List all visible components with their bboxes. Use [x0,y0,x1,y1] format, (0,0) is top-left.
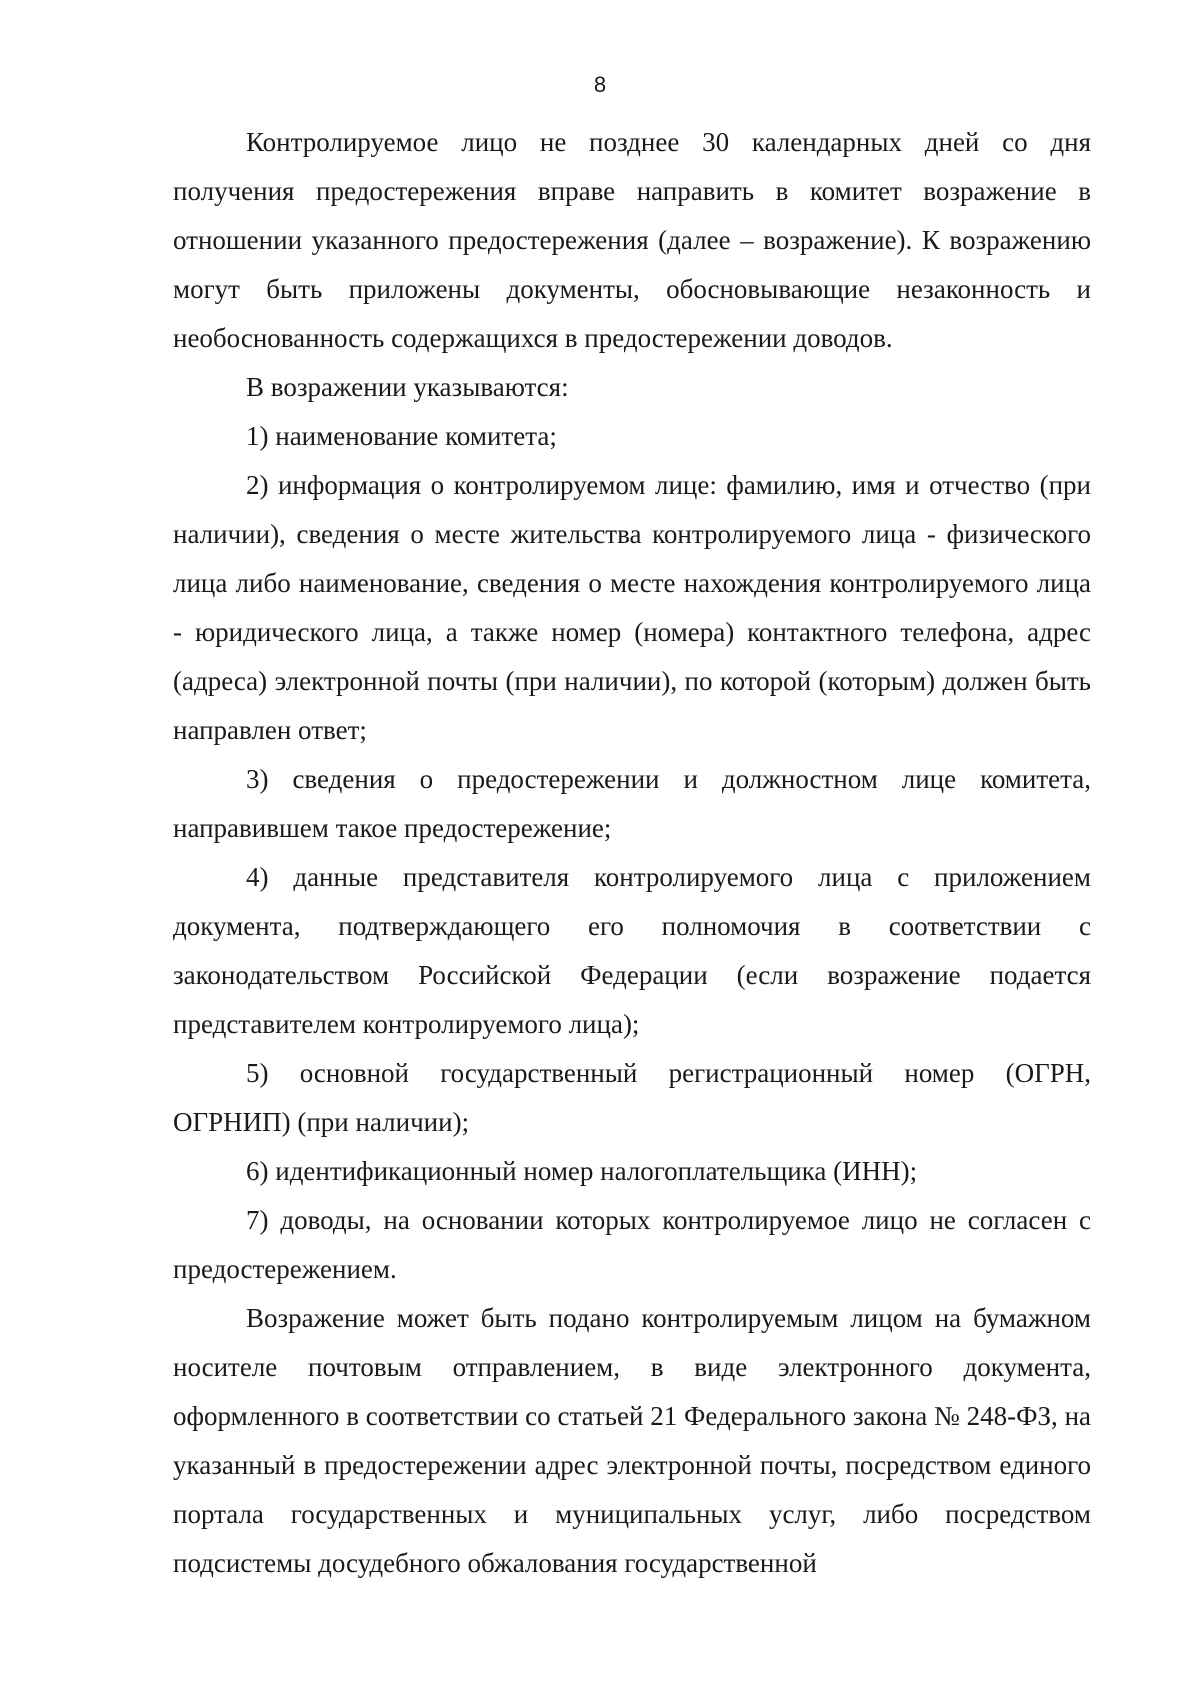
list-item-5: 5) основной государственный регистрационный номер (ОГРН, ОГРНИП) (при наличии); [173,1058,1091,1137]
page-number: 8 [593,72,607,97]
list-item-6: 6) идентификационный номер налогоплательщика (ИНН); [246,1156,918,1186]
paragraph-objection-contents-intro: В возражении указываются: [246,372,569,402]
list-item-1: 1) наименование комитета; [246,421,557,451]
paragraph-submission-methods: Возражение может быть подано контролируемым лицом на бумажном носителе почтовым отправлением, в виде электронного документа, оформленного в соответствии со статьей 21 Федерального закона № 248-ФЗ, на указанный в предостережении адрес электронной почты, посредством единого портала государственных и муниципальных услуг, либо посредством подсистемы досудебного обжалования государственной [173,1303,1091,1578]
list-item-3: 3) сведения о предостережении и должностном лице комитета, направившем такое предостережение; [173,764,1091,843]
list-item-2: 2) информация о контролируемом лице: фамилию, имя и отчество (при наличии), сведения о месте жительства контролируемого лица - физического лица либо наименование, сведения о месте нахождения контролируемого лица - юридического лица, а также номер (номера) контактного телефона, адрес (адреса) электронной почты (при наличии), по которой (которым) должен быть направлен ответ; [173,470,1091,745]
document-body [173,118,1091,1588]
paragraph-objection-deadline: Контролируемое лицо не позднее 30 календарных дней со дня получения предостережения вправе направить в комитет возражение в отношении указанного предостережения (далее – возражение). К возражению могут быть приложены документы, обосновывающие незаконность и необоснованность содержащихся в предостережении доводов. [173,127,1091,353]
list-item-7: 7) доводы, на основании которых контролируемое лицо не согласен с предостережением. [173,1205,1091,1284]
list-item-4: 4) данные представителя контролируемого лица с приложением документа, подтверждающего его полномочия в соответствии с законодательством Российской Федерации (если возражение подается представителем контролируемого лица); [173,862,1091,1039]
